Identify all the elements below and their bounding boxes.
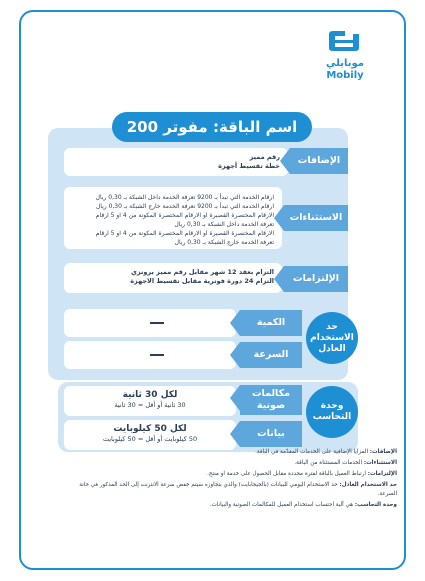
billing-voice-main: لكل 30 ثانية <box>122 390 178 400</box>
exclusions-line-3: الارقام المختصرة القصيرة او الارقام المختصرة المكونة من 4 او 5 ارقام <box>95 212 274 219</box>
fair-use-circle <box>306 312 358 364</box>
commitments-line-2: التزام 24 دورة فوترية مقابل تقسيط الاجهزة <box>130 277 274 285</box>
fair-use-quantity-dash <box>150 322 164 324</box>
additions-label: الإضافات <box>290 148 348 174</box>
billing-data-main: لكل 50 كيلوبايت <box>113 424 187 434</box>
plan-title-value: مفوتر 200 <box>126 118 208 136</box>
fair-use-title: حد الاستخدام العادل <box>310 321 354 354</box>
exclusions-line-2: ارقام الخدمة التي تبدأ بـ 9200 تعرفة الخدمة خارج الشبكة بـ 0,30 ريال <box>95 203 274 210</box>
fair-use-quantity-label: الكمية <box>240 310 302 336</box>
plan-title-label: اسم الباقة: <box>212 118 298 136</box>
billing-data-sub: 50 كيلوبايت أو أقل = 50 كيلوبايت <box>102 435 198 443</box>
exclusions-line-5: الارقام المختصرة القصيرة او الارقام المختصرة المكونة من 4 او 5 ارقام <box>95 230 274 237</box>
note-fair-use: حد الاستخدام العادل: حد الاستخدام اليومي للبيانات (بالجيجابايت) والذي بتجاوزه سيتم خفض سرعة الانترنت إلى الحد المذكور في خانة السرعة. <box>79 482 397 497</box>
note-exclusions: الاستثناءات: الخدمات المستثناة من الباقة. <box>294 460 397 466</box>
billing-unit-title: وحدة التحاسب <box>312 401 352 422</box>
exclusions-label: الاستثناءات <box>284 205 348 231</box>
note-additions: الإضافات: المزايا الإضافية على الخدمات المقدّمة في الباقة. <box>255 449 397 455</box>
billing-voice-sub: 30 ثانية أو أقل = 30 ثانية <box>114 401 186 409</box>
exclusions-line-4: تعرفة الخدمة داخل الشبكة بـ 0,30 ريال <box>174 221 274 228</box>
billing-data-box <box>64 420 236 450</box>
mobily-logo <box>315 30 375 82</box>
plan-title <box>112 112 312 142</box>
fair-use-speed-dash <box>150 354 164 356</box>
commitments-box <box>64 263 282 293</box>
billing-data-label: بيانات <box>240 421 302 447</box>
additions-box <box>64 148 288 176</box>
logo-arabic-name: موبايلي <box>326 58 364 69</box>
note-commitments: الإلتزامات: ارتباط العميل بالباقة لفترة محددة مقابل الحصول على خدمة او منتج. <box>207 471 397 477</box>
commitments-label: الإلتزامات <box>284 266 348 292</box>
logo-english-name: Mobily <box>326 70 364 81</box>
billing-unit-circle <box>306 386 358 438</box>
exclusions-box <box>64 187 282 249</box>
additions-line-1: رقم مميز <box>249 153 280 161</box>
exclusions-line-6: تعرفة الخدمة خارج الشبكة بـ 0,30 ريال <box>174 239 274 246</box>
glossary-notes <box>67 448 397 512</box>
commitments-line-1: التزام بعقد 12 شهر مقابل رقم مميز برونزي <box>130 268 274 276</box>
billing-voice-box <box>64 386 236 416</box>
note-billing-unit: وحدة التحاسب: هي آلية احتساب استخدام العميل للمكالمات الصوتية والبيانات. <box>209 502 397 508</box>
mobily-logo-icon <box>325 30 365 52</box>
billing-voice-label: مكالمات صوتية <box>240 385 302 415</box>
additions-line-2: خطة تقسيط أجهزة <box>218 162 280 170</box>
exclusions-line-1: ارقام الخدمة التي تبدأ بـ 9200 تعرفة الخدمة داخل الشبكة بـ 0,30 ريال <box>95 194 274 201</box>
fair-use-speed-label: السرعة <box>240 342 302 368</box>
